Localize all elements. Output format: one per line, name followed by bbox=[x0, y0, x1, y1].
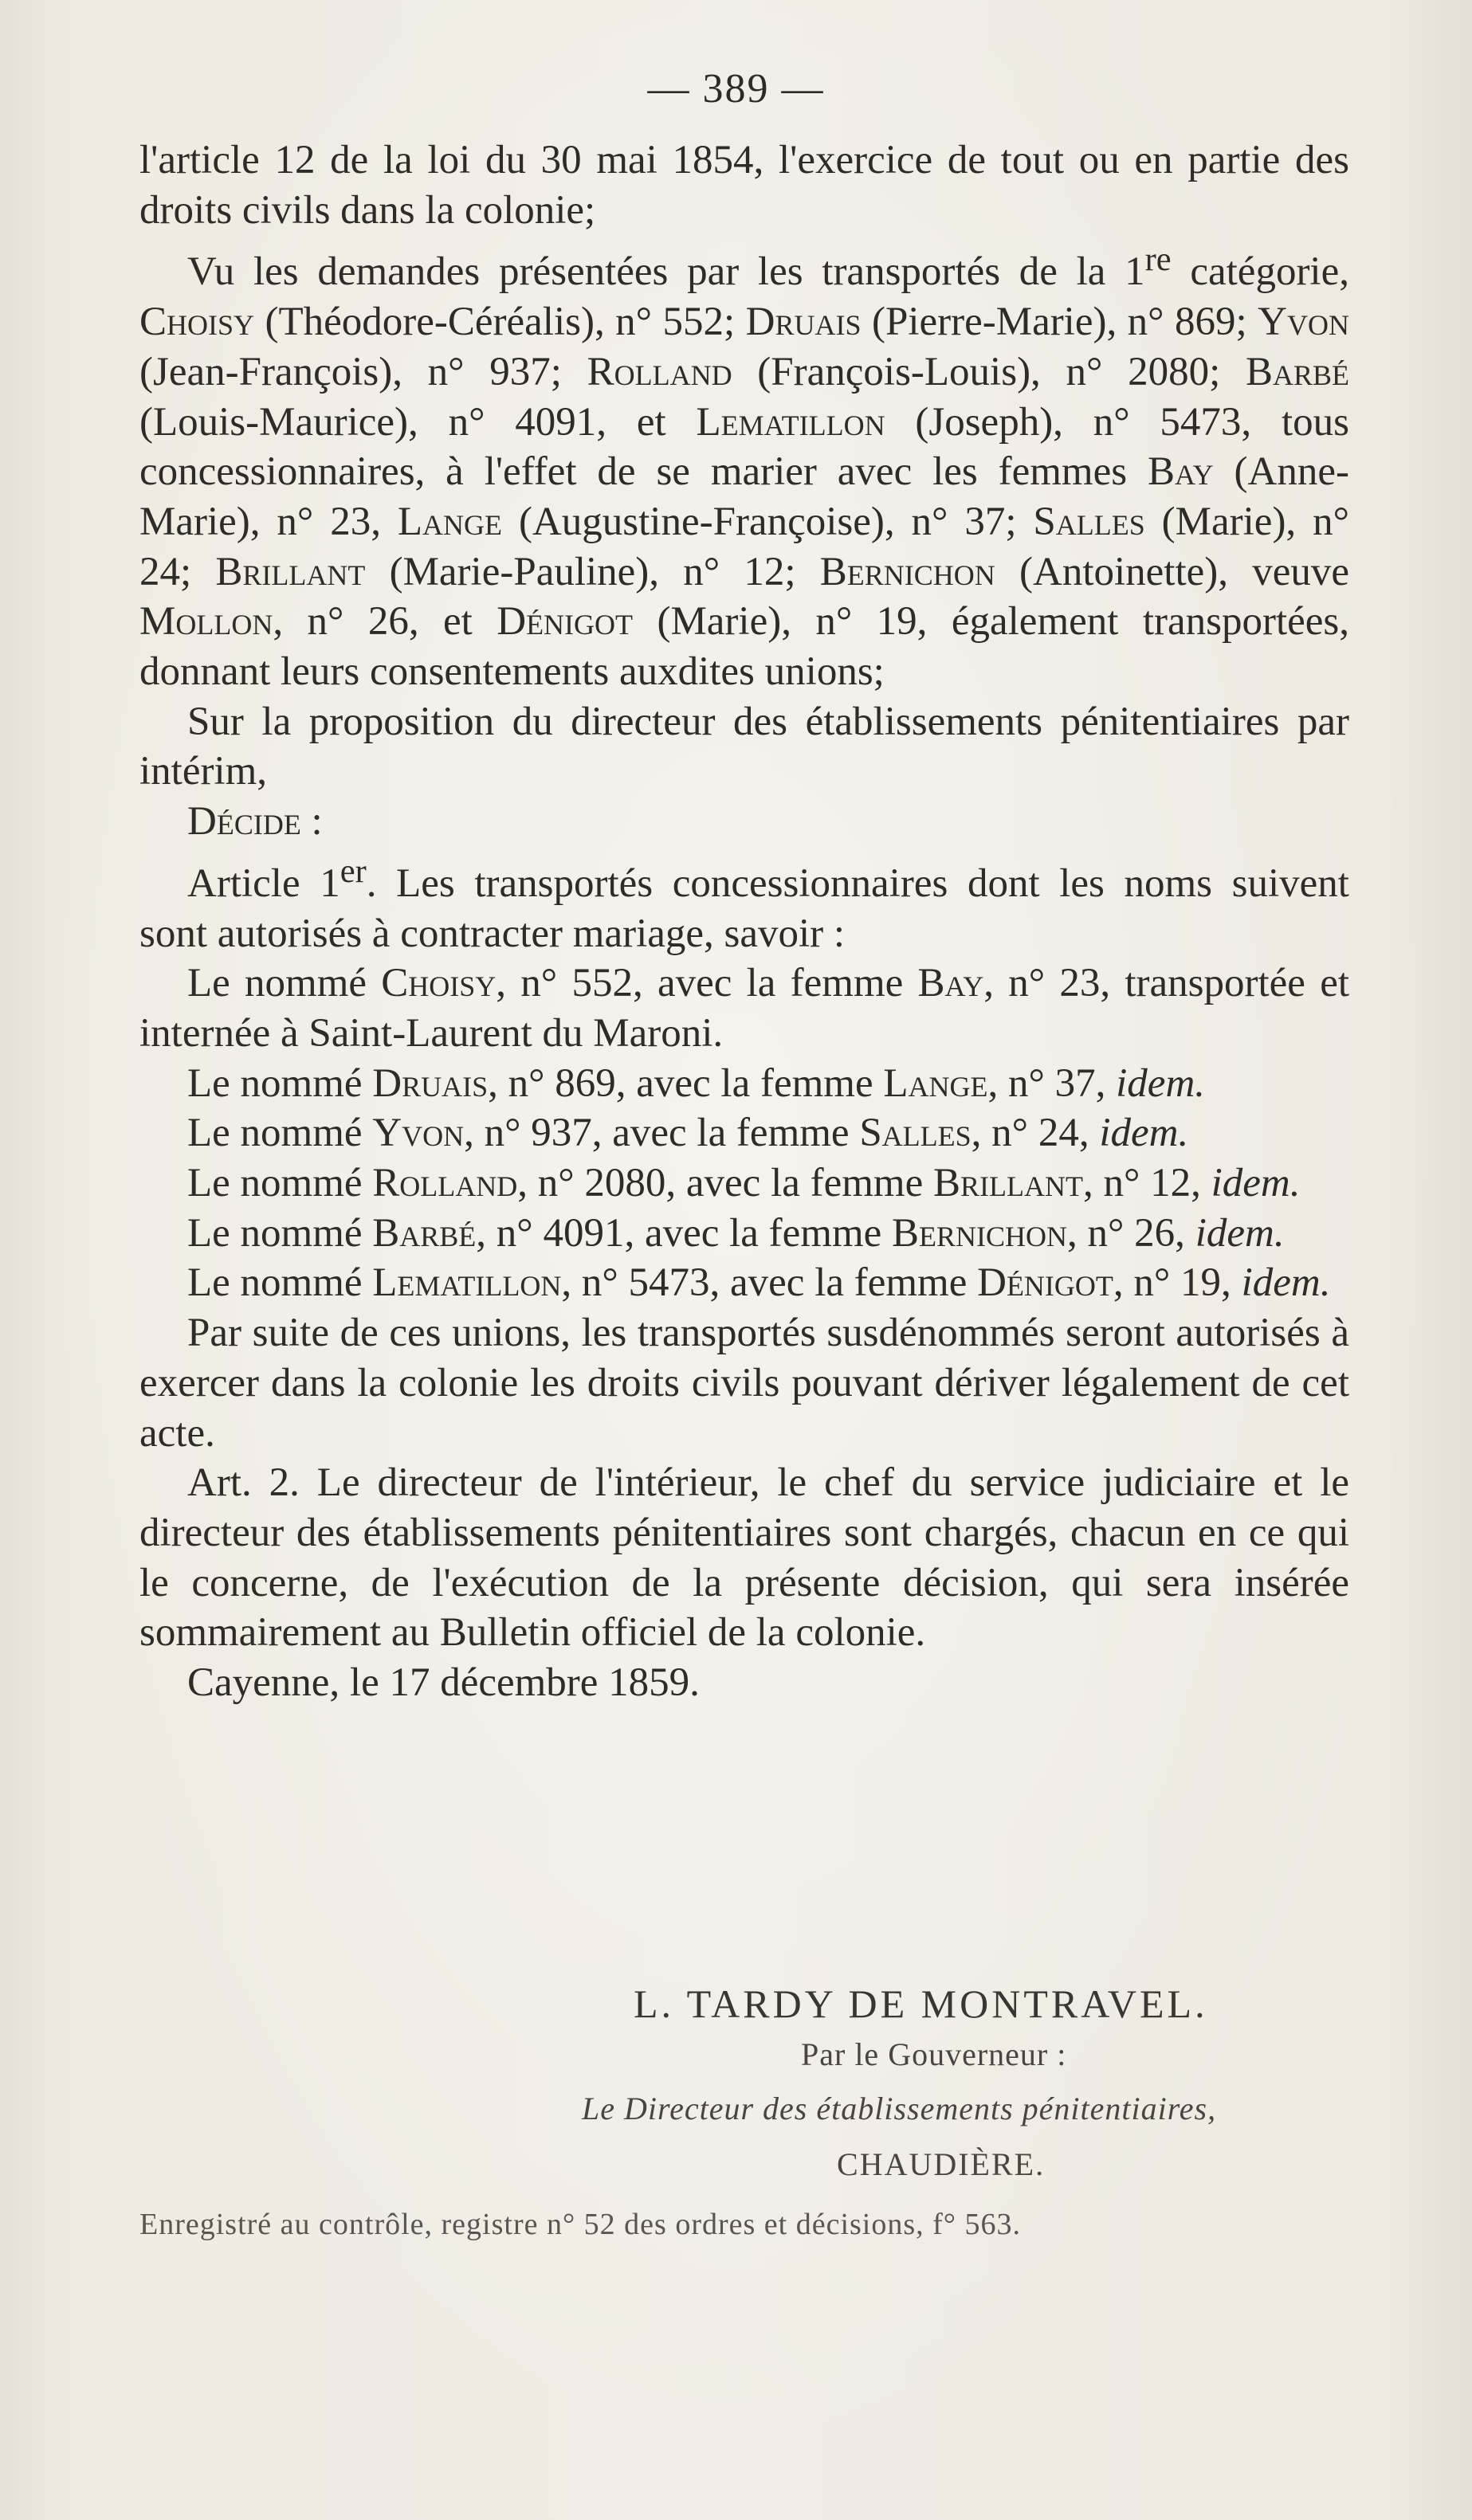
signature-by: Par le Gouverneur : bbox=[801, 2036, 1067, 2072]
text-run: Le nommé bbox=[187, 1210, 373, 1256]
idem: idem. bbox=[1241, 1260, 1331, 1306]
name-lematillon: Lematillon bbox=[696, 399, 885, 445]
marriage-line-4 bbox=[139, 1158, 1349, 1209]
text-run: Le nommé bbox=[187, 1260, 373, 1306]
text-run: (Jean-François), n° 937; bbox=[139, 349, 587, 394]
paragraph-article-2 bbox=[139, 1458, 1349, 1658]
name-yvon: Yvon bbox=[1258, 300, 1349, 345]
idem: idem. bbox=[1195, 1210, 1285, 1256]
superscript: er bbox=[340, 852, 367, 890]
name-rolland: Rolland bbox=[587, 349, 732, 394]
text-run: (François-Louis), n° 2080; bbox=[732, 349, 1246, 394]
idem: idem. bbox=[1099, 1111, 1189, 1156]
text-run: Par suite de ces unions, les transportés susdénommés seront autorisés à exercer dans la colonie les droits civils pouvant dériver légalement de cet acte. bbox=[139, 1311, 1349, 1456]
name-choisy: Choisy bbox=[139, 300, 255, 345]
text-run: , n° 19, bbox=[1113, 1260, 1242, 1306]
paragraph-requests bbox=[139, 235, 1349, 696]
superscript: re bbox=[1144, 241, 1172, 279]
text-run: Sur la proposition du directeur des établissements pénitentiaires par intérim, bbox=[139, 699, 1349, 794]
name-bernichon: Bernichon bbox=[819, 549, 995, 594]
name-denigot: Dénigot bbox=[497, 599, 634, 645]
place-date bbox=[139, 1658, 1349, 1708]
name-denigot: Dénigot bbox=[977, 1260, 1113, 1306]
marriage-line-2 bbox=[139, 1059, 1349, 1109]
paragraph-decide bbox=[139, 797, 1349, 847]
signature-signer: CHAUDIÈRE. bbox=[837, 2146, 1046, 2182]
decide-heading: Décide : bbox=[187, 799, 323, 845]
name-lematillon: Lematillon bbox=[372, 1260, 562, 1306]
name-barbe: Barbé bbox=[1245, 349, 1349, 394]
text-run: , n° 5473, avec la femme bbox=[561, 1260, 978, 1306]
idem: idem. bbox=[1211, 1161, 1301, 1206]
text-run: (Anne-Marie), n° 23, bbox=[139, 449, 1349, 544]
text-run: , n° 37, bbox=[987, 1060, 1117, 1106]
text-run: (Marie), n° 19, également transportées, donnant leurs consentements auxdites unions; bbox=[139, 599, 1349, 695]
text-run: , n° 937, avec la femme bbox=[464, 1111, 860, 1156]
marriage-line-3 bbox=[139, 1108, 1349, 1158]
text-run: Vu les demandes présentées par les transportés de la 1 bbox=[187, 249, 1145, 295]
text-run: (Marie-Pauline), n° 12; bbox=[365, 549, 820, 594]
name-bernichon: Bernichon bbox=[892, 1210, 1068, 1256]
registration-note: Enregistré au contrôle, registre n° 52 des ordres et décisions, f° 563. bbox=[139, 2208, 1021, 2241]
name-druais: Druais bbox=[745, 300, 862, 345]
text-run: , n° 12, bbox=[1082, 1161, 1211, 1206]
text-run: . Les transportés concessionnaires dont les noms suivent sont autorisés à contracter mariage, savoir : bbox=[139, 860, 1349, 956]
text-run: Article 1 bbox=[187, 860, 340, 906]
text-run: Le nommé bbox=[187, 1161, 373, 1206]
text-run: (Louis-Maurice), n° 4091, et bbox=[139, 399, 697, 445]
marriage-line-6 bbox=[139, 1258, 1349, 1308]
name-salles: Salles bbox=[1033, 499, 1145, 544]
paragraph-continued bbox=[139, 135, 1349, 235]
marriage-line-1 bbox=[139, 958, 1349, 1058]
signature-title: Le Directeur des établissements pénitentiaires, bbox=[582, 2091, 1217, 2126]
text-run: (Marie), n° 24; bbox=[139, 499, 1349, 594]
name-rolland: Rolland bbox=[372, 1161, 518, 1206]
name-bay: Bay bbox=[917, 961, 984, 1006]
text-run: l'article 12 de la loi du 30 mai 1854, l'exercice de tout ou en partie des droits civils dans la colonie; bbox=[139, 138, 1349, 233]
decision-text bbox=[139, 135, 1349, 1708]
name-barbe: Barbé bbox=[372, 1210, 477, 1256]
text-run: (Antoinette), veuve bbox=[995, 549, 1349, 594]
text-run: , n° 4091, avec la femme bbox=[476, 1210, 893, 1256]
paragraph-consequence bbox=[139, 1308, 1349, 1458]
name-yvon: Yvon bbox=[372, 1111, 465, 1156]
text-run: (Augustine-Françoise), n° 37; bbox=[502, 499, 1034, 544]
text-run: , n° 23, transportée et internée à Saint-Laurent du Maroni. bbox=[139, 961, 1349, 1056]
text-run: , n° 24, bbox=[971, 1111, 1100, 1156]
text-run: , n° 26, bbox=[1067, 1210, 1195, 1256]
name-lange: Lange bbox=[397, 499, 503, 544]
paragraph-proposal bbox=[139, 697, 1349, 797]
signature-governor: L. TARDY DE MONTRAVEL. bbox=[634, 1981, 1208, 2026]
name-bay: Bay bbox=[1147, 449, 1214, 495]
name-druais: Druais bbox=[372, 1060, 489, 1106]
text-run: (Joseph), n° 5473, tous concessionnaires, à l'effet de se marier avec les femmes bbox=[139, 399, 1349, 495]
name-choisy: Choisy bbox=[381, 961, 497, 1006]
idem: idem. bbox=[1116, 1060, 1206, 1106]
text-run: catégorie, bbox=[1171, 249, 1349, 295]
text-run: (Pierre-Marie), n° 869; bbox=[861, 300, 1258, 345]
text-run: , n° 869, avec la femme bbox=[488, 1060, 884, 1106]
text-run: Cayenne, le 17 décembre 1859. bbox=[187, 1660, 700, 1706]
text-run: Le nommé bbox=[187, 1111, 373, 1156]
paragraph-article-1 bbox=[139, 847, 1349, 958]
text-run: Art. 2. Le directeur de l'intérieur, le chef du service judiciaire et le directeur des établissements pénitentiaires sont chargés, chacun en ce qui le concerne, de l'exécution de la présente décision, qui sera insérée sommairement au Bulletin officiel de la colonie. bbox=[139, 1460, 1349, 1656]
text-run: , n° 552, avec la femme bbox=[496, 961, 918, 1006]
text-run: Le nommé bbox=[187, 961, 382, 1006]
page-number: — 389 — bbox=[647, 66, 825, 112]
text-run: , n° 2080, avec la femme bbox=[517, 1161, 933, 1206]
name-mollon: Mollon bbox=[139, 599, 273, 645]
text-run: Le nommé bbox=[187, 1060, 373, 1106]
text-run: (Théodore-Céréalis), n° 552; bbox=[254, 300, 746, 345]
text-run: , n° 26, et bbox=[273, 599, 497, 645]
name-brillant: Brillant bbox=[215, 549, 366, 594]
marriage-line-5 bbox=[139, 1209, 1349, 1259]
name-brillant: Brillant bbox=[932, 1161, 1083, 1206]
name-lange: Lange bbox=[883, 1060, 988, 1106]
name-salles: Salles bbox=[859, 1111, 972, 1156]
